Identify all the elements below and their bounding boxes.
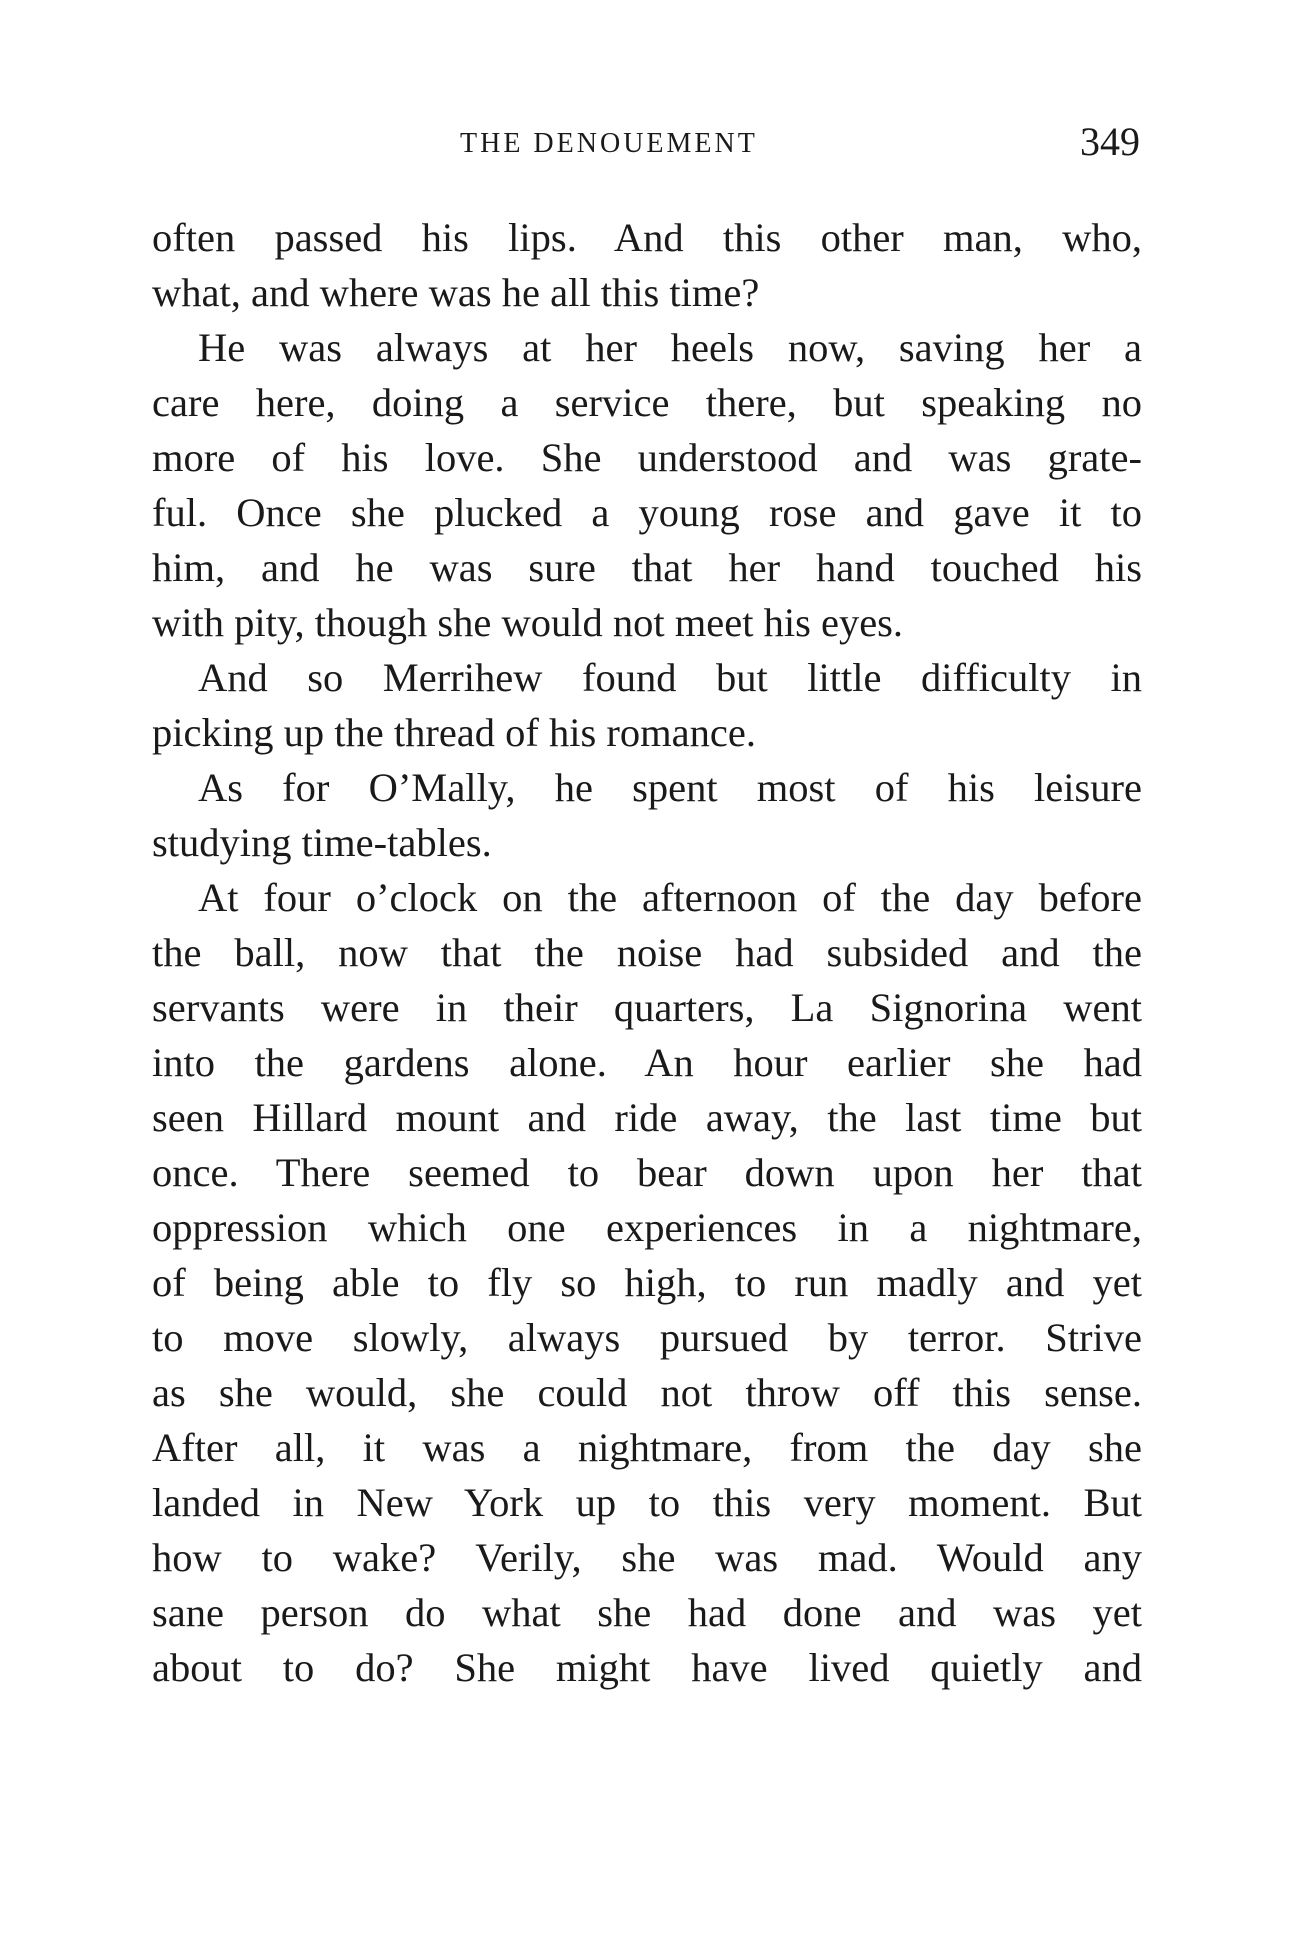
text-line: once. There seemed to bear down upon her that xyxy=(152,1150,1142,1195)
text-line: After all, it was a nightmare, from the day she xyxy=(152,1425,1142,1470)
text-line: with pity, though she would not meet his eyes. xyxy=(152,600,904,645)
text-line: servants were in their quarters, La Signorina went xyxy=(152,985,1142,1030)
text-line: landed in New York up to this very moment. But xyxy=(152,1480,1142,1525)
text-line: about to do? She might have lived quietly and xyxy=(152,1645,1142,1690)
body-text xyxy=(152,210,1142,1695)
text-line: picking up the thread of his romance. xyxy=(152,710,756,755)
page-number: 349 xyxy=(1080,119,1140,164)
text-line: And so Merrihew found but little difficulty in xyxy=(198,655,1142,700)
text-line: to move slowly, always pursued by terror. Strive xyxy=(152,1315,1142,1360)
text-line: into the gardens alone. An hour earlier she had xyxy=(152,1040,1142,1085)
text-line: oppression which one experiences in a nightmare, xyxy=(152,1205,1142,1250)
text-line: him, and he was sure that her hand touched his xyxy=(152,545,1142,590)
running-title: THE DENOUEMENT xyxy=(460,128,758,159)
text-line: As for O’Mally, he spent most of his leisure xyxy=(198,765,1142,810)
text-line: how to wake? Verily, she was mad. Would any xyxy=(152,1535,1142,1580)
text-line: the ball, now that the noise had subsided and the xyxy=(152,930,1142,975)
text-line: ful. Once she plucked a young rose and gave it to xyxy=(152,490,1142,535)
text-line: He was always at her heels now, saving her a xyxy=(198,325,1142,370)
text-line: often passed his lips. And this other man, who, xyxy=(152,215,1142,260)
text-line: seen Hillard mount and ride away, the last time but xyxy=(152,1095,1142,1140)
text-line: studying time-tables. xyxy=(152,820,492,865)
text-line: what, and where was he all this time? xyxy=(152,270,760,315)
text-line: more of his love. She understood and was grate- xyxy=(152,435,1142,480)
text-line: sane person do what she had done and was yet xyxy=(152,1590,1142,1635)
text-line: as she would, she could not throw off this sense. xyxy=(152,1370,1142,1415)
text-line: of being able to fly so high, to run madly and yet xyxy=(152,1260,1142,1305)
running-head xyxy=(150,118,1140,178)
text-line: At four o’clock on the afternoon of the day before xyxy=(198,875,1142,920)
text-line: care here, doing a service there, but speaking no xyxy=(152,380,1142,425)
